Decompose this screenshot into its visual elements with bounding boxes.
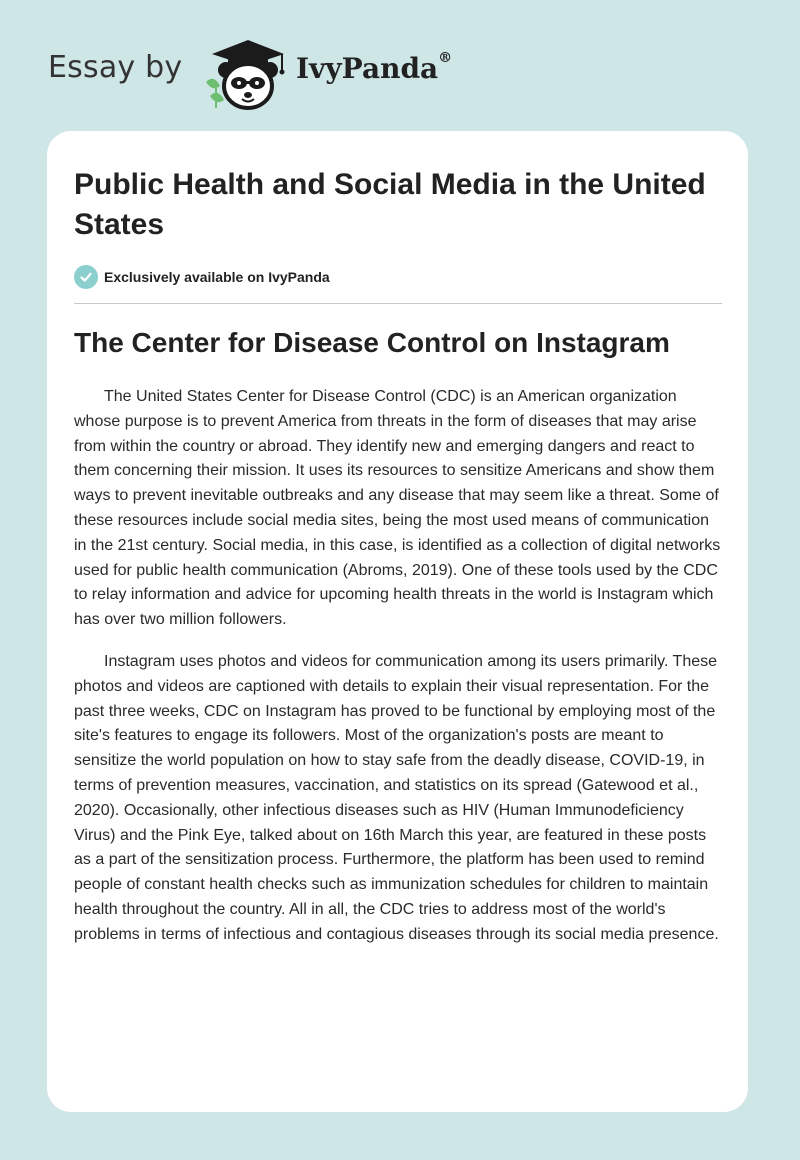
paragraph: The United States Center for Disease Control (CDC) is an American organization whose purpose is to prevent America from threats in the form of diseases that may arise from within the country or abroad. They identify new and emerging dangers and react to them concerning their mission. It uses its resources to sensitize Americans and show them ways to prevent inevitable outbreaks and any disease that may seem like a threat. Some of these resources include social media sites, being the most used means of communication in the 21st century. Social media, in this case, is identified as a collection of digital networks used for public health communication (Abroms, 2019). One of these tools used by the CDC to relay information and advice for upcoming health threats in the world is Instagram which has over two million followers.: [74, 388, 721, 629]
article-body: [74, 385, 724, 965]
exclusive-badge: [74, 264, 330, 290]
site-header: [48, 30, 568, 110]
paragraph: Instagram uses photos and videos for communication among its users primarily. These photos and videos are captioned with details to explain their visual representation. For the past three weeks, CDC on Instagram has proved to be functional by employing most of the site's features to engage its followers. Most of the organization's posts are meant to sensitize the world population on how to stay safe from the deadly disease, COVID-19, in terms of prevention measures, vaccination, and statistics on its spread (Gatewood et al., 2020). Occasionally, other infectious diseases such as HIV (Human Immunodeficiency Virus) and the Pink Eye, talked about on 16th March this year, are featured in these posts as a part of the sensitization process. Furthermore, the platform has been used to remind people of constant health checks such as immunization schedules for children to maintain health throughout the country. All in all, the CDC tries to address most of the world's problems in terms of infectious and contagious diseases through its social media presence.: [74, 652, 719, 943]
brand-logo-text[interactable]: IvyPanda®: [296, 50, 453, 85]
essay-by-label: Essay by: [48, 50, 183, 85]
badge-label: Exclusively available on IvyPanda: [104, 269, 330, 285]
page-title: Public Health and Social Media in the United States: [74, 168, 706, 241]
check-icon: [74, 265, 98, 289]
article-card: [47, 131, 748, 1112]
panda-logo-icon[interactable]: [202, 36, 288, 112]
divider: [74, 303, 722, 304]
section-heading: The Center for Disease Control on Instagram: [74, 327, 670, 358]
